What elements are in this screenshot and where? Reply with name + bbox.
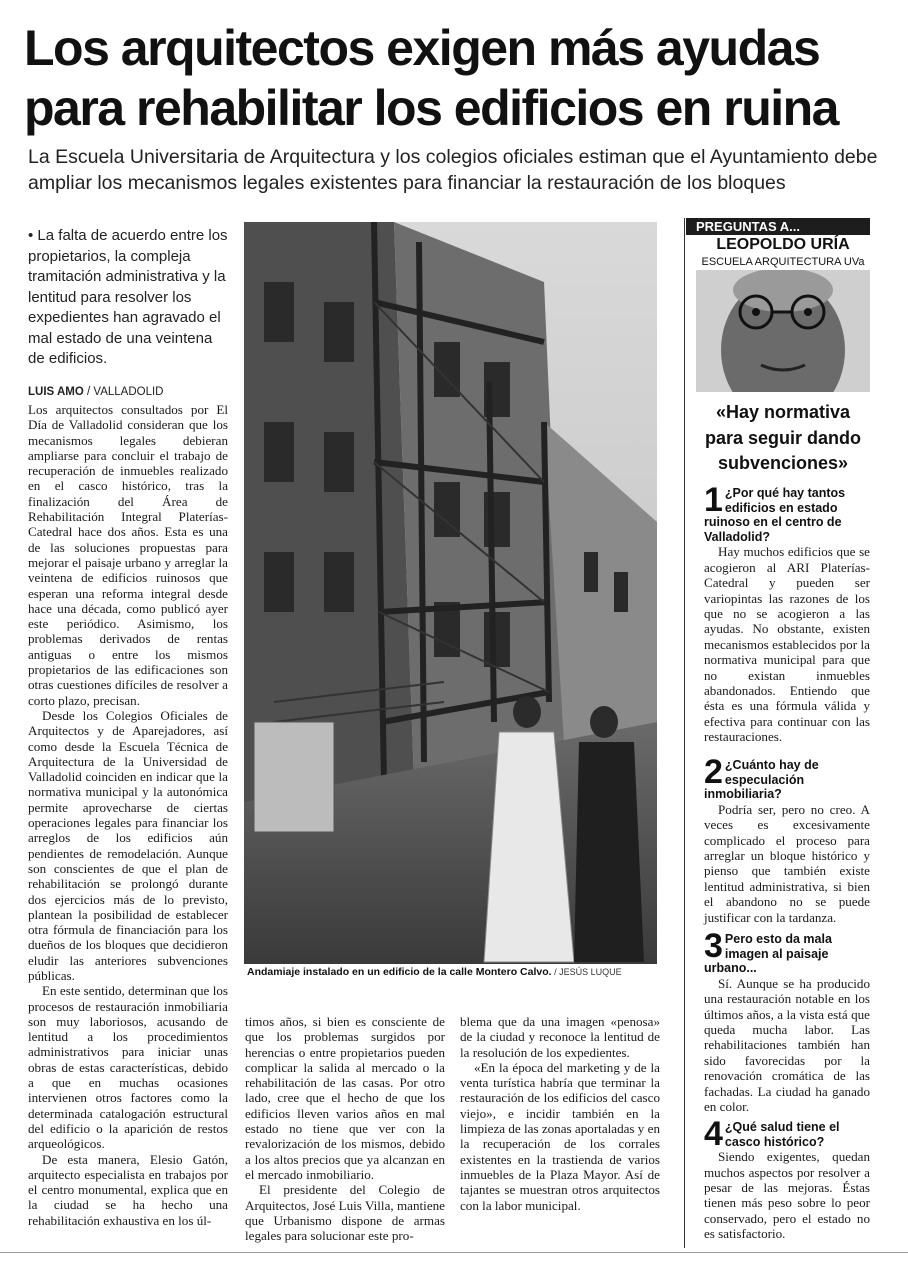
- qa-question-text: ¿Cuánto hay de especulación inmobiliaria?: [704, 758, 819, 802]
- qa-answer: Siendo exigentes, quedan muchos aspectos por resolver a pesar de las mejoras. Éstas tienen más peso sobre lo peor conservado, pero el estado no es satisfactorio.: [704, 1149, 870, 1242]
- article-column-2: [245, 1014, 445, 1243]
- qa-number: 4: [704, 1115, 723, 1153]
- qa-question: [704, 753, 870, 802]
- qa-question: [704, 481, 870, 544]
- paragraph: En este sentido, determinan que los procesos de restauración inmobiliaria son muy laboriosos, acusando de lentitud a los procedimientos administrativos para iniciar unas obras de estas características, debido a que en muchas ocasiones intervienen otros factores como la determinada catalogación estructural del edificio o la aparición de restos arqueológicos.: [28, 983, 228, 1152]
- qa-question: [704, 927, 870, 976]
- interviewee-portrait: [696, 270, 870, 392]
- paragraph: El presidente del Colegio de Arquitectos, José Luis Villa, mantiene que Urbanismo dispone de armas legales para solucionar este pro-: [245, 1182, 445, 1244]
- paragraph: blema que da una imagen «penosa» de la ciudad y reconoce la lentitud de la resolución de los expedientes.: [460, 1014, 660, 1060]
- pull-quote: «Hay normativa para seguir dando subvenciones»: [704, 402, 862, 473]
- subtitle: La Escuela Universitaria de Arquitectura y los colegios oficiales estiman que el Ayuntamiento debe ampliar los mecanismos legales existentes para financiar la restauración de los bloques: [28, 146, 878, 194]
- paragraph: Desde los Colegios Oficiales de Arquitectos y de Aparejadores, así como desde la Escuela Técnica de Arquitectura de la Universidad de Valladolid coinciden en indicar que la normativa municipal y la autonómica permite aprovecharse de ciertas operaciones legales para financiar los arreglos de los edificios aún pendientes de remodelación. Aunque son conscientes de que el plan de rehabilitación se prolongó durante dos ejercicios más de lo previsto, plantean la posibilidad de establecer otra fórmula de financiación para los dueños de los bloques que decidieron eludir las anteriores subvenciones públicas.: [28, 707, 228, 983]
- paragraph: «En la época del marketing y de la venta turística habría que terminar la restauración de los edificios del casco viejo», e incidir también en la limpieza de las zonas aportaladas y en la recuperación de los corrales existentes en la trastienda de varios inmuebles de la Plaza Mayor. Así de tajantes se muestran otros arquitectos con la labor municipal.: [460, 1059, 660, 1213]
- scaffolding-photo: [244, 222, 657, 964]
- qa-number: 1: [704, 481, 723, 519]
- article-column-3: [460, 1014, 660, 1213]
- paragraph: De esta manera, Elesio Gatón, arquitecto especialista en trabajos por el centro monumental, explica que en la ciudad se ha hecho una rehabilitación exhaustiva en los úl-: [28, 1151, 228, 1228]
- sidebar-header: PREGUNTAS A...: [686, 218, 870, 235]
- qa-number: 2: [704, 753, 723, 791]
- qa-number: 3: [704, 927, 723, 965]
- qa-item-3: [704, 927, 870, 1115]
- caption-text: Andamiaje instalado en un edificio de la calle Montero Calvo.: [247, 966, 552, 978]
- qa-question-text: Pero esto da mala imagen al paisaje urbano...: [704, 932, 832, 976]
- qa-item-2: [704, 753, 870, 925]
- qa-answer: Podría ser, pero no creo. A veces es excesivamente complicado el proceso para arreglar un bloque histórico y pienso que también existe lentitud administrativa, si bien el abandono no se puede justificar con la tardanza.: [704, 801, 870, 925]
- paragraph: timos años, si bien es consciente de que los problemas surgidos por herencias o entre propietarios pueden complicar la salida al mercado o la rehabilitación de las casas. Por otro lado, cree que el hecho de que los edificios lleven varios años en mal estado no tiene que ver con la revalorización de los mismos, debido a los altos precios que ya alcanzan en el mercado inmobiliario.: [245, 1014, 445, 1182]
- qa-question-text: ¿Por qué hay tantos edificios en estado ruinoso en el centro de Valladolid?: [704, 486, 846, 544]
- qa-item-1: [704, 481, 870, 745]
- qa-question-text: ¿Qué salud tiene el casco histórico?: [724, 1120, 840, 1149]
- qa-question: [704, 1115, 870, 1153]
- qa-answer: Hay muchos edificios que se acogieron al ARI Platerías-Catedral y pueden ser variopintas las razones de los que no se acogieron a las ayudas. No obstante, existen mecanismos establecidos por la normativa municipal para que no existan inmuebles abandonados. Entiendo que ésta es una fórmula válida y efectiva para continuar con las restauraciones.: [704, 544, 870, 745]
- interviewee-role: ESCUELA ARQUITECTURA UVa: [701, 256, 865, 268]
- qa-item-4: [704, 1115, 870, 1242]
- headline: Los arquitectos exigen más ayudas para rehabilitar los edificios en ruina: [24, 20, 838, 136]
- interviewee-name: LEOPOLDO URÍA: [716, 236, 850, 253]
- lead-summary: • La falta de acuerdo entre los propietarios, la compleja tramitación administrativa y la lentitud para resolver los expedientes han agravado el mal estado de una veintena de edificios.: [28, 227, 228, 367]
- article-column-1: [28, 402, 228, 1228]
- photo-caption: [247, 966, 667, 978]
- photo-credit: / JESÚS LUQUE: [551, 967, 622, 977]
- byline-place: / VALLADOLID: [83, 386, 164, 398]
- qa-answer: Sí. Aunque se ha producido una restauración notable en los últimos años, a la vista está que queda mucha labor. Las rehabilitaciones también han sido favorecidas por la renovación cromática de las fachadas. La ciudad ha ganado en color.: [704, 975, 870, 1115]
- byline: [28, 386, 163, 398]
- paragraph: Los arquitectos consultados por El Día de Valladolid consideran que los mecanismos legales debieran ampliarse para concluir el trabajo de recuperación de inmuebles realizado en el casco histórico, tras la finalización del Área de Rehabilitación Integral Platerías-Catedral hace dos años. Esta es una de las soluciones propuestas para mejorar el paisaje urbano y arreglar la veintena de edificios ruinosos que esperan una reforma integral desde hace una década, como publicó ayer este periódico. Asimismo, los problemas derivados de rentas antiguas o entre los mismos propietarios de las edificaciones son otras cuestiones difíciles de resolver a corto plazo, precisan.: [28, 402, 228, 708]
- sidebar-divider: [684, 218, 685, 1248]
- byline-author: LUIS AMO: [28, 386, 84, 398]
- page-bottom-rule: [0, 1252, 908, 1253]
